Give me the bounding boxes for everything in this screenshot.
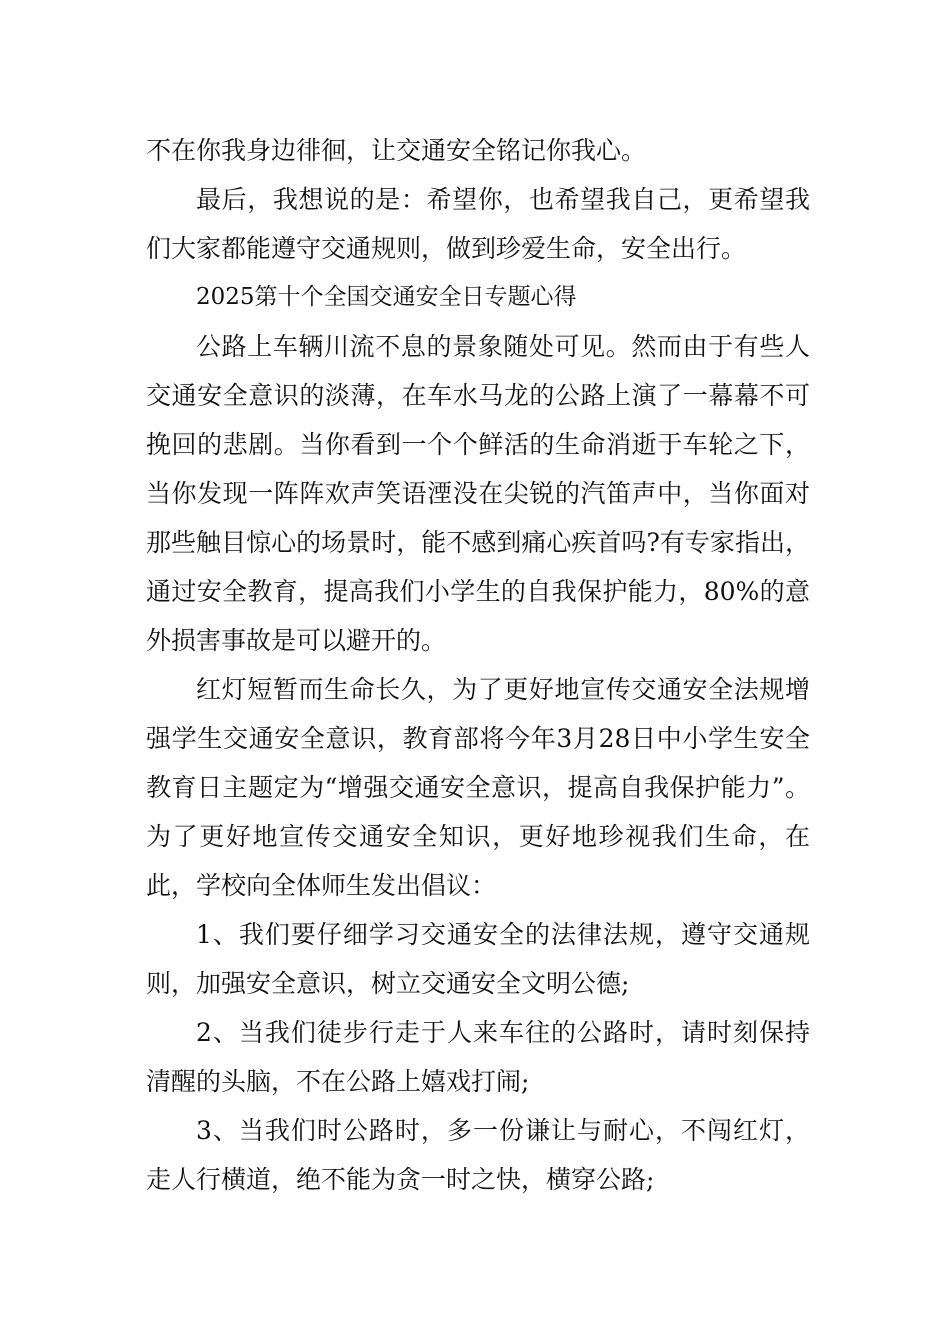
paragraph-intro: 公路上车辆川流不息的景象随处可见。然而由于有些人交通安全意识的淡薄，在车水马龙的公路上演了一幕幕不可挽回的悲剧。当你看到一个个鲜活的生命消逝于车轮之下，当你发现一阵阵欢声笑语湮没在尖锐的汽笛声中，当你面对那些触目惊心的场景时，能不感到痛心疾首吗?有专家指出，通过安全教育，提高我们小学生的自我保护能力，80%的意外损害事故是可以避开的。	[146, 332, 810, 655]
paragraph-continuation: 不在你我身边徘徊，让交通安全铭记你我心。	[146, 136, 647, 165]
list-item-2: 2、当我们徒步行走于人来车往的公路时，请时刻保持清醒的头脑，不在公路上嬉戏打闹;	[146, 1018, 810, 1096]
document-body	[146, 126, 810, 1204]
list-item-1: 1、我们要仔细学习交通安全的法律法规，遵守交通规则，加强安全意识，树立交通安全文明公德;	[146, 920, 810, 998]
section-heading: 2025第十个全国交通安全日专题心得	[196, 284, 577, 310]
list-item-3: 3、当我们时公路时，多一份谦让与耐心，不闯红灯，走人行横道，绝不能为贪一时之快，横穿公路;	[146, 1116, 810, 1194]
paragraph-closing: 最后，我想说的是：希望你，也希望我自己，更希望我们大家都能遵守交通规则，做到珍爱生命，安全出行。	[146, 185, 810, 263]
paragraph-initiative: 红灯短暂而生命长久，为了更好地宣传交通安全法规增强学生交通安全意识，教育部将今年3月28日中小学生安全教育日主题定为“增强交通安全意识，提高自我保护能力”。为了更好地宣传交通安全知识，更好地珍视我们生命，在此，学校向全体师生发出倡议：	[146, 675, 810, 900]
